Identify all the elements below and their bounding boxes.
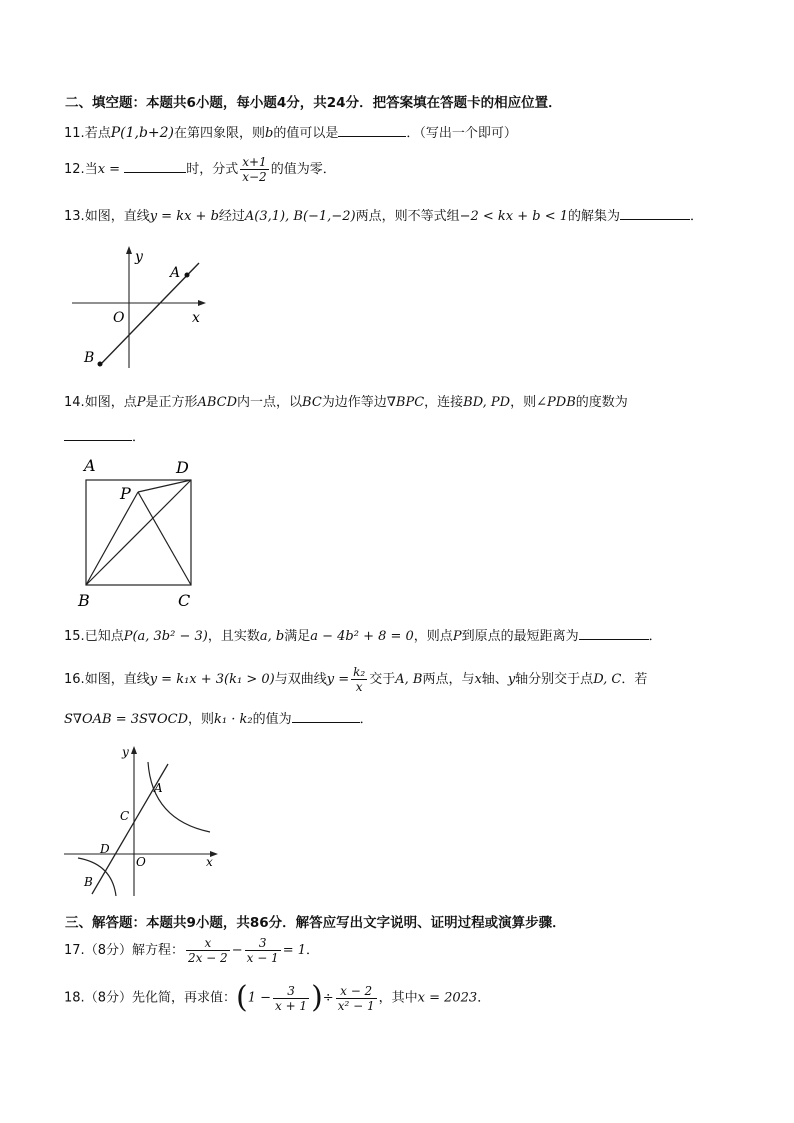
q17-fraction-1: $\frac{x}{2x - 2}$	[187, 936, 228, 965]
q13-text-2: 经过	[218, 209, 245, 224]
q17-end: ．	[306, 943, 320, 958]
q18-div: ÷	[322, 990, 334, 1006]
q14-segment-pd	[138, 480, 191, 492]
q16-text-5: 轴、	[481, 672, 508, 687]
q14-number: 14.	[64, 395, 85, 410]
q11-text-4: ．（写出一个即可）	[406, 126, 517, 141]
q13-label-b: B	[84, 350, 95, 366]
q16-line: y = k₁x + 3(k₁ > 0)	[149, 672, 275, 687]
q16-text-2: 与双曲线	[274, 672, 327, 687]
q15-answer-blank[interactable]	[579, 627, 649, 640]
q17-score: （8分）解方程：	[84, 943, 184, 958]
q14-text-3: 内一点，以	[237, 395, 303, 410]
q13-x-arrow	[198, 300, 206, 306]
q16-text-8: ，则	[188, 712, 215, 727]
q11-text-1: 若点	[84, 126, 111, 141]
q16-label-c: C	[120, 809, 130, 823]
q14-answer-line	[64, 428, 145, 447]
q14-segments: BD, PD	[463, 395, 511, 410]
q13-answer-blank[interactable]	[620, 207, 690, 220]
q15-text-2: ，且实数	[207, 629, 260, 644]
q12-text-1: 当	[84, 162, 98, 177]
q11-number: 11.	[64, 126, 85, 141]
q16-text-1: 如图，直线	[84, 672, 150, 687]
q17-number: 17.	[64, 943, 85, 958]
q14-label-b: B	[78, 591, 90, 610]
q14-text-4: 为边作等边	[321, 395, 387, 410]
q14-p: P	[136, 395, 146, 410]
q14-square: ABCD	[197, 395, 238, 410]
q14-segment-bp	[86, 492, 138, 585]
q16-label-a: A	[154, 781, 163, 795]
q13-point-b	[98, 362, 103, 367]
question-11	[64, 124, 517, 143]
q16-y: y	[507, 672, 516, 687]
q12-text-3: 的值为零．	[270, 162, 336, 177]
q16-text-6: 轴分别交于点	[515, 672, 594, 687]
q18-fraction-2: $\frac{x - 2}{\text{x² − 1}}$	[337, 983, 375, 1013]
q18-one-minus: 1 −	[247, 990, 271, 1006]
q15-point: P(a, 3b² − 3)	[123, 629, 208, 644]
q16-text-9: 的值为	[252, 712, 292, 727]
q15-vars: a, b	[259, 629, 285, 644]
q16-x: x	[474, 672, 482, 687]
q15-text-5: 到原点的最短距离为	[461, 629, 579, 644]
q16-number: 16.	[64, 672, 85, 687]
q14-label-a: A	[84, 456, 96, 475]
q14-label-p: P	[120, 484, 131, 503]
q16-condition: S∇OAB = 3S∇OCD	[64, 712, 189, 727]
q11-point: P(1,b+2)	[110, 125, 175, 141]
q12-expr: x =	[97, 162, 121, 177]
question-14	[64, 394, 628, 412]
q13-label-a: A	[170, 265, 181, 281]
q16-hyp-lhs: y =	[326, 672, 350, 687]
q15-text-3: 满足	[284, 629, 311, 644]
question-18	[64, 980, 491, 1015]
q14-text-7: 的度数为	[575, 395, 628, 410]
q14-text-2: 是正方形	[145, 395, 198, 410]
question-12	[64, 155, 336, 184]
q16-text-10: ．	[359, 712, 373, 727]
question-13	[64, 207, 703, 226]
q13-text-4: 的解集为	[568, 209, 621, 224]
q11-answer-blank[interactable]	[338, 124, 406, 137]
q13-text-5: ．	[690, 209, 704, 224]
q13-inequality: −2 < kx + b < 1	[459, 209, 569, 224]
q15-p: P	[452, 629, 462, 644]
q14-triangle: ∇BPC	[386, 395, 425, 410]
q12-fraction: $\frac{x+1}{x-2}$	[242, 155, 267, 184]
question-15	[64, 627, 662, 646]
q18-left-paren: (	[235, 980, 248, 1015]
q13-figure	[66, 240, 216, 372]
q15-number: 15.	[64, 629, 85, 644]
q15-text-1: 已知点	[84, 629, 124, 644]
q16-ab: A, B	[395, 672, 423, 687]
q16-line-2	[64, 710, 373, 729]
q15-text-6: ．	[648, 629, 662, 644]
q13-point-a	[185, 273, 190, 278]
q12-number: 12.	[64, 162, 85, 177]
q14-text-5: ，连接	[424, 395, 464, 410]
q18-fraction-1: $\frac{3}{x + 1}$	[274, 983, 308, 1013]
q14-text-1: 如图，点	[84, 395, 137, 410]
q11-var: b	[265, 126, 274, 141]
q13-text-1: 如图，直线	[84, 209, 150, 224]
q17-rhs: = 1	[282, 943, 306, 958]
q18-right-paren: )	[311, 980, 323, 1015]
q16-label-x: x	[206, 855, 213, 869]
q14-bc: BC	[302, 395, 322, 410]
q16-y-arrow	[131, 746, 137, 754]
question-17	[64, 936, 319, 965]
q16-text-4: 两点，与	[422, 672, 475, 687]
q13-text-3: 两点，则不等式组	[355, 209, 460, 224]
q15-text-4: ，则点	[413, 629, 453, 644]
q16-label-d: D	[100, 842, 110, 856]
section-3-title: 三、解答题：本题共9小题，共86分．解答应写出文字说明、证明过程或演算步骤．	[65, 915, 566, 931]
q14-answer-blank[interactable]	[64, 428, 132, 441]
q13-label-o: O	[113, 310, 125, 326]
question-16	[64, 665, 647, 694]
q15-equation: a − 4b² + 8 = 0	[310, 629, 414, 644]
q18-condition: x = 2023	[417, 990, 478, 1006]
q18-score: （8分）先化简，再求值：	[84, 990, 236, 1006]
q12-text-2: 时，分式	[186, 162, 239, 177]
q13-points: A(3,1), B(−1,−2)	[244, 209, 356, 224]
q12-answer-blank[interactable]	[124, 160, 186, 173]
q18-end: ．	[477, 990, 491, 1006]
q16-product: k₁ · k₂	[214, 712, 253, 727]
q17-minus: −	[231, 943, 243, 958]
q18-number: 18.	[64, 990, 85, 1006]
q16-dc: D, C	[593, 672, 622, 687]
section-2-title: 二、填空题：本题共6小题，每小题4分，共24分．把答案填在答题卡的相应位置．	[65, 95, 562, 111]
q14-figure	[74, 455, 204, 615]
q14-label-d: D	[176, 458, 189, 477]
q16-label-y: y	[122, 745, 129, 759]
q13-label-x: x	[192, 310, 200, 326]
q13-y-arrow	[126, 246, 132, 254]
q14-text-8: ．	[132, 430, 146, 445]
q16-fraction: $\frac{\text{k₂}}{x}$	[353, 665, 366, 694]
q11-text-2: 在第四象限，则	[174, 126, 266, 141]
q14-segment-bd	[86, 480, 191, 585]
q16-figure	[60, 740, 230, 900]
q18-text-1: ，其中	[378, 990, 418, 1006]
q16-text-3: 交于	[369, 672, 396, 687]
q13-line: y = kx + b	[149, 209, 219, 224]
q17-fraction-2: $\frac{3}{x - 1}$	[246, 936, 279, 965]
q14-label-c: C	[178, 591, 191, 610]
q16-label-o: O	[136, 855, 146, 869]
q16-label-b: B	[84, 875, 93, 889]
q16-hyperbola-branch-1	[148, 762, 210, 832]
q11-text-3: 的值可以是	[273, 126, 339, 141]
q13-label-y: y	[135, 249, 143, 265]
q14-text-6: ，则	[510, 395, 537, 410]
q16-text-7: ．若	[621, 672, 648, 687]
q14-angle: ∠PDB	[536, 395, 576, 410]
q13-number: 13.	[64, 209, 85, 224]
q16-answer-blank[interactable]	[292, 710, 360, 723]
